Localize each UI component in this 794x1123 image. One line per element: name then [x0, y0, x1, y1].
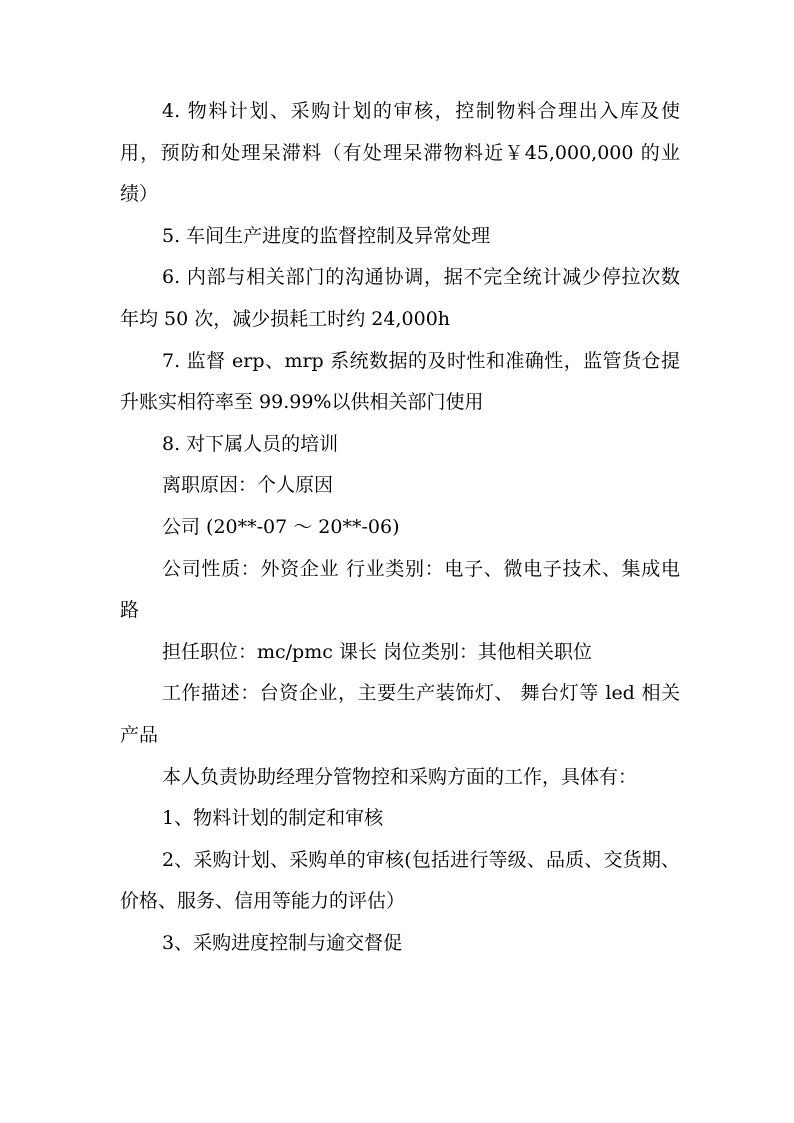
paragraph-job-description: 工作描述：台资企业，主要生产装饰灯、 舞台灯等 led 相关产品: [120, 682, 680, 746]
paragraph-position: 担任职位：mc/pmc 课长 岗位类别：其他相关职位: [162, 640, 592, 663]
paragraph-communication: 6. 内部与相关部门的沟通协调，据不完全统计减少停拉次数年均 50 次，减少损耗工时约 24,000h: [120, 266, 680, 330]
paragraph-responsibilities-intro: 本人负责协助经理分管物控和采购方面的工作，具体有：: [162, 765, 638, 788]
paragraph-company-nature: 公司性质：外资企业 行业类别：电子、微电子技术、集成电路: [120, 557, 680, 622]
paragraph-company-period: 公司 (20**-07 ～ 20**-06): [162, 515, 400, 538]
paragraph-item-3: 3、采购进度控制与逾交督促: [162, 931, 403, 954]
paragraph-training: 8. 对下属人员的培训: [162, 432, 339, 455]
paragraph-leave-reason: 离职原因：个人原因: [162, 474, 334, 497]
paragraph-item-1: 1、物料计划的制定和审核: [162, 807, 384, 830]
paragraph-item-2: 2、采购计划、采购单的审核(包括进行等级、品质、交货期、价格、服务、信用等能力的评估）: [120, 848, 680, 913]
paragraph-production-progress: 5. 车间生产进度的监督控制及异常处理: [162, 224, 491, 247]
paragraph-erp-mrp: 7. 监督 erp、mrp 系统数据的及时性和准确性，监管货仓提升账实相符率至 99.99%以供相关部门使用: [120, 349, 680, 414]
paragraph-material-plan-review: 4. 物料计划、采购计划的审核，控制物料合理出入库及使用，预防和处理呆滞料（有处理呆滞物料近￥45,000,000 的业绩）: [120, 100, 680, 206]
document-page: [120, 91, 680, 964]
